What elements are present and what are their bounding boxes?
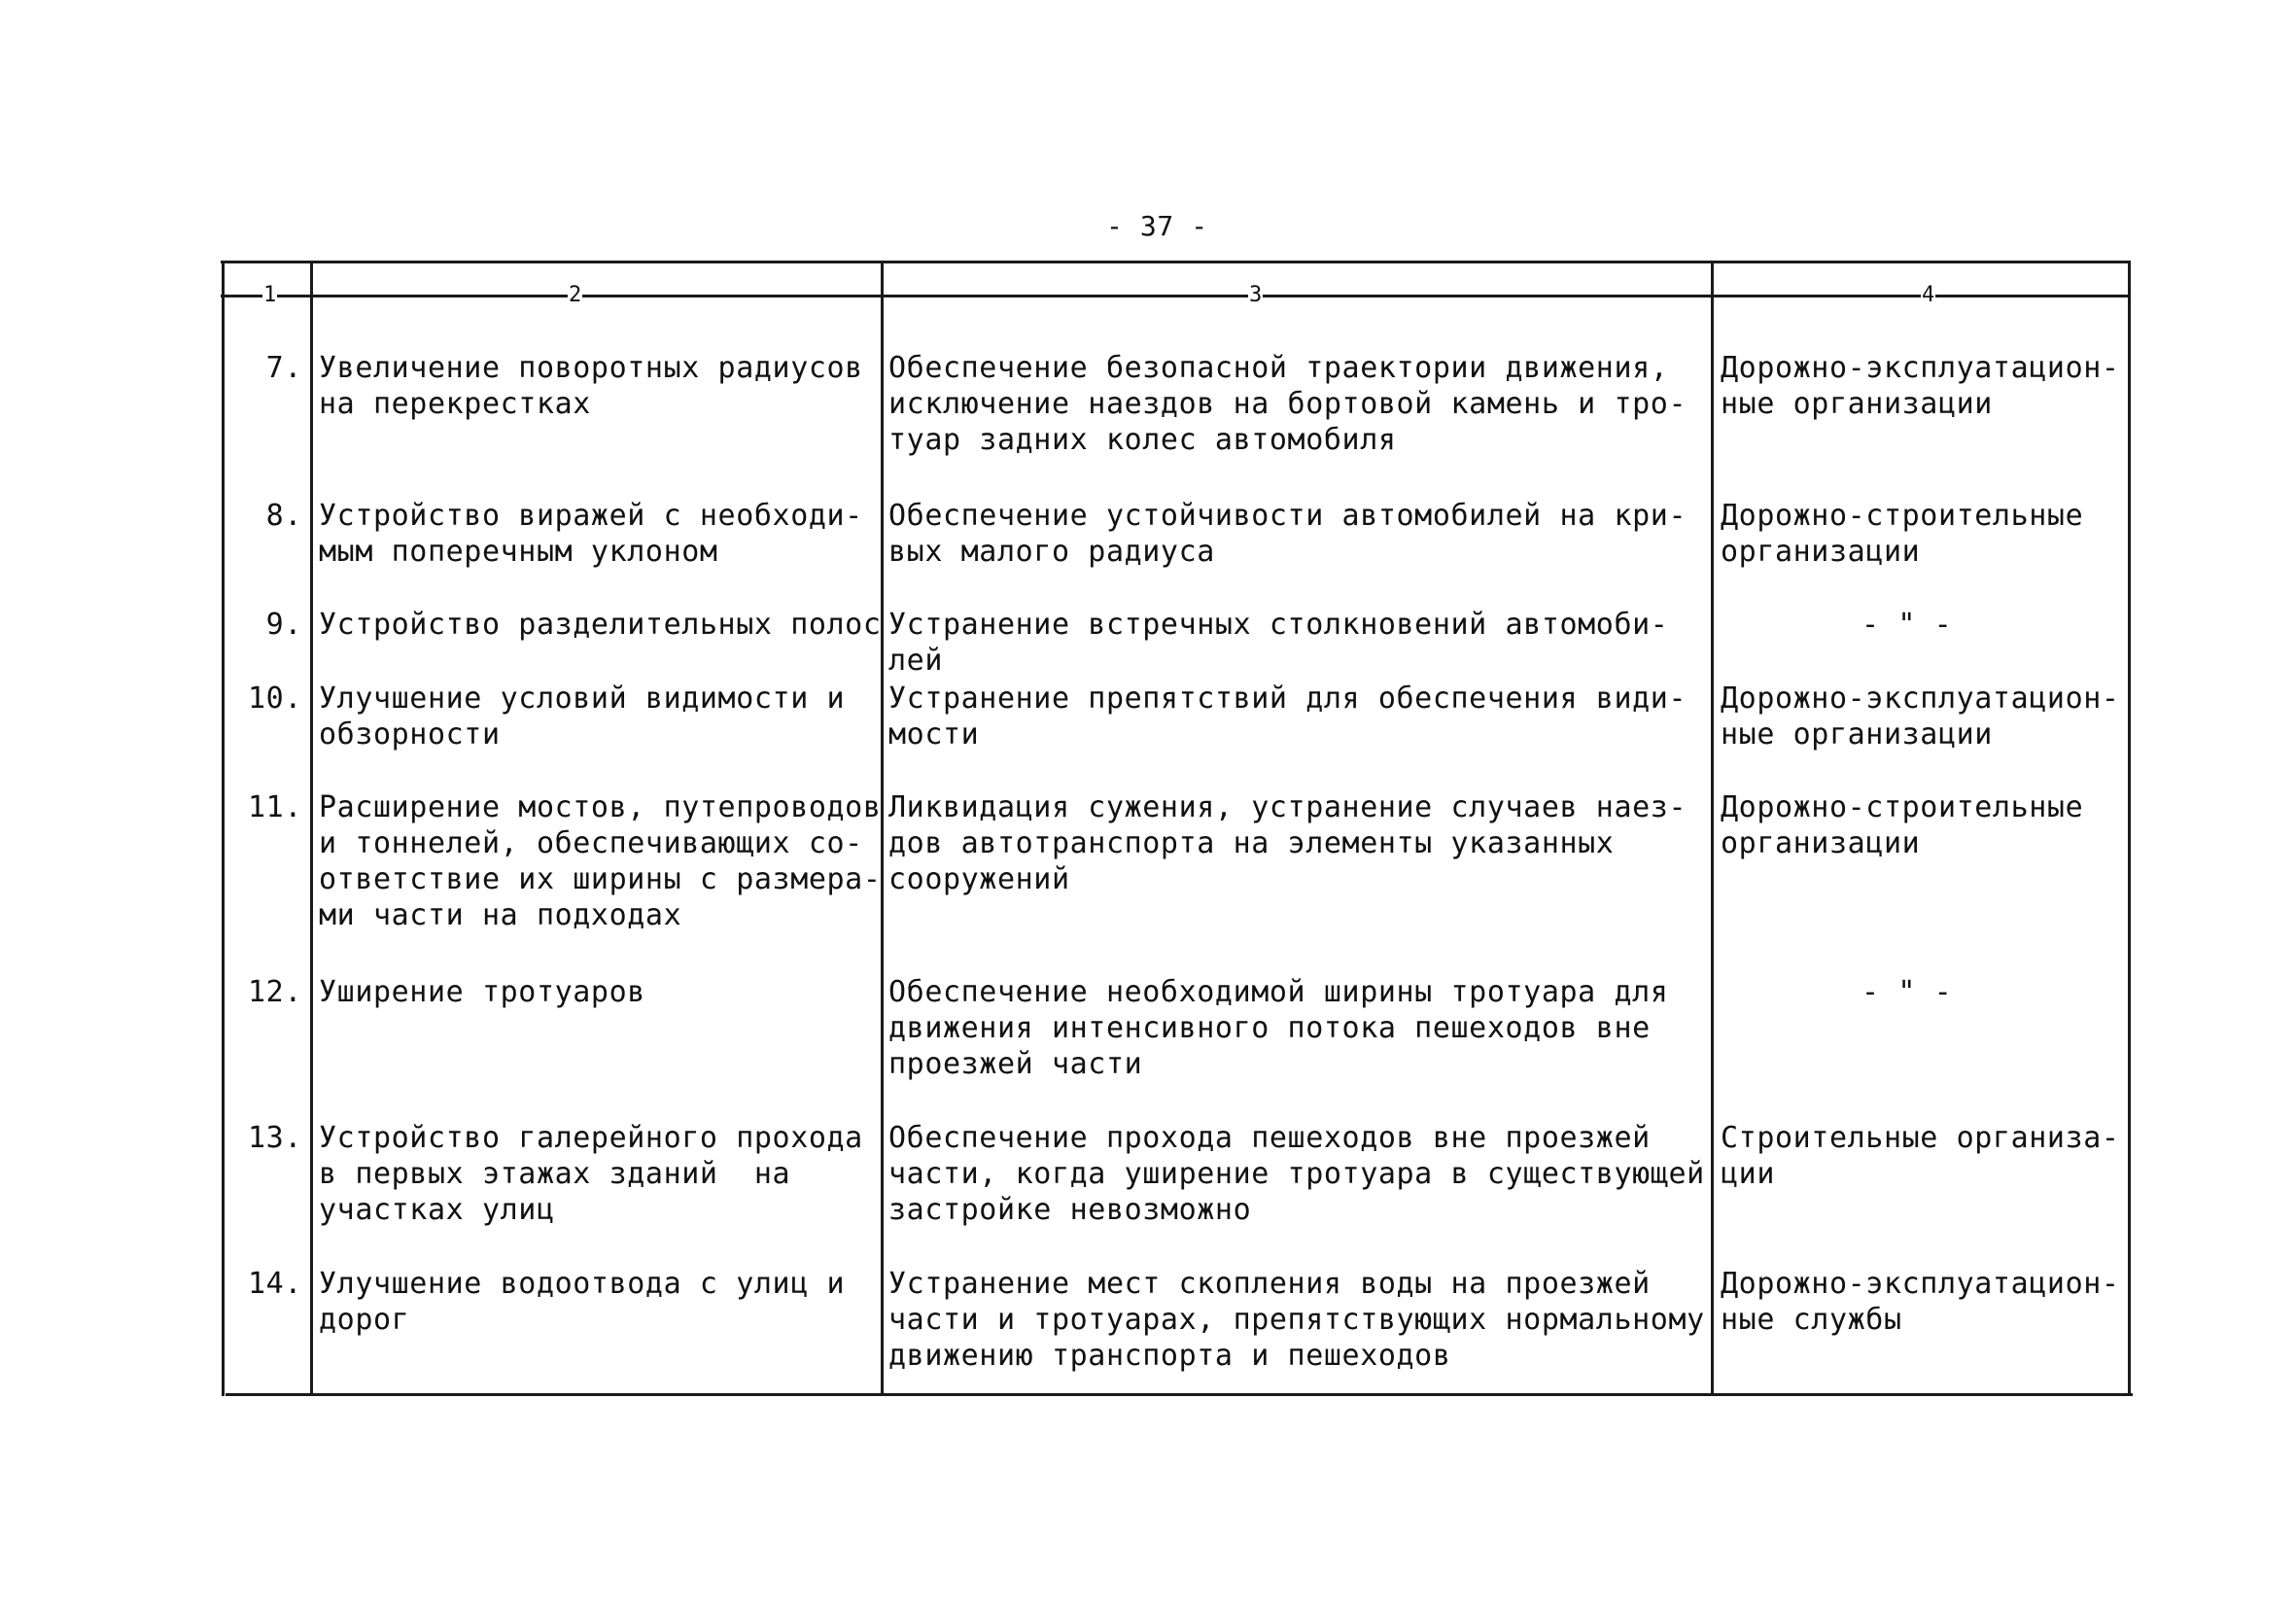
- column-separator-3: [1711, 261, 1714, 1396]
- cell-purpose-line: части, когда уширение тротуара в существующей: [888, 1157, 1705, 1191]
- cell-purpose-line: движению транспорта и пешеходов: [888, 1339, 1451, 1373]
- cell-measure-line: Уширение тротуаров: [319, 975, 645, 1009]
- cell-executor-line: Дорожно-строительные: [1721, 499, 2084, 533]
- cell-purpose-line: Обеспечение прохода пешеходов вне проезжей: [888, 1121, 1651, 1155]
- cell-num: 9.: [265, 608, 302, 642]
- cell-purpose-line: Устранение встречных столкновений автомоби-: [888, 608, 1669, 642]
- column-separator-2: [881, 261, 884, 1396]
- cell-executor-line: ные организации: [1721, 717, 1993, 752]
- cell-executor-line: организации: [1721, 535, 1921, 569]
- cell-purpose-line: части и тротуарах, препятствующих нормальному: [888, 1303, 1705, 1337]
- table-left-border: [222, 261, 225, 1396]
- cell-executor-line: - " -: [1861, 975, 1953, 1009]
- table-top-border: [221, 261, 2131, 263]
- cell-purpose-line: движения интенсивного потока пешеходов вне: [888, 1011, 1651, 1045]
- cell-executor-line: Дорожно-строительные: [1721, 790, 2084, 824]
- cell-purpose-line: мости: [888, 717, 980, 752]
- cell-purpose-line: исключение наездов на бортовой камень и тро-: [888, 387, 1687, 421]
- cell-num: 12.: [248, 975, 302, 1009]
- column-number-3: 3: [1249, 283, 1263, 307]
- table-right-border: [2128, 261, 2131, 1396]
- page-number: - 37 -: [1106, 210, 1208, 242]
- table-header-rule: [221, 295, 2131, 297]
- cell-measure-line: Увеличение поворотных радиусов: [319, 351, 863, 385]
- cell-measure-line: и тоннелей, обеспечивающих со-: [319, 826, 863, 860]
- cell-purpose-line: сооружений: [888, 862, 1070, 896]
- cell-executor-line: Строительные организа-: [1721, 1121, 2120, 1155]
- cell-purpose-line: Обеспечение необходимой ширины тротуара для: [888, 975, 1669, 1009]
- column-number-4: 4: [1922, 283, 1935, 307]
- cell-measure-line: участках улиц: [319, 1193, 555, 1227]
- cell-measure-line: мым поперечным уклоном: [319, 535, 718, 569]
- cell-purpose-line: лей: [888, 644, 943, 678]
- cell-num: 14.: [248, 1267, 302, 1301]
- cell-purpose-line: Обеспечение безопасной траектории движения,: [888, 351, 1669, 385]
- cell-measure-line: дорог: [319, 1303, 410, 1337]
- column-separator-1: [310, 261, 313, 1396]
- cell-purpose-line: вых малого радиуса: [888, 535, 1215, 569]
- cell-measure-line: Улучшение водоотвода с улиц и: [319, 1267, 846, 1301]
- cell-executor-line: ции: [1721, 1157, 1775, 1191]
- cell-purpose-line: Устранение препятствий для обеспечения види-: [888, 682, 1687, 716]
- cell-num: 13.: [248, 1121, 302, 1155]
- cell-purpose-line: Ликвидация сужения, устранение случаев наез-: [888, 790, 1687, 824]
- cell-purpose-line: застройке невозможно: [888, 1193, 1252, 1227]
- cell-measure-line: на перекрестках: [319, 387, 591, 421]
- cell-purpose-line: проезжей части: [888, 1047, 1143, 1081]
- column-number-1: 1: [263, 283, 277, 307]
- cell-executor-line: ные службы: [1721, 1303, 1902, 1337]
- cell-measure-line: в первых этажах зданий на: [319, 1157, 791, 1191]
- cell-purpose-line: Устранение мест скопления воды на проезжей: [888, 1267, 1651, 1301]
- cell-measure-line: ответствие их ширины с размера-: [319, 862, 882, 896]
- cell-measure-line: ми части на подходах: [319, 898, 682, 932]
- table-bottom-border: [226, 1393, 2133, 1396]
- cell-executor-line: Дорожно-эксплуатацион-: [1721, 682, 2120, 716]
- cell-num: 11.: [248, 790, 302, 824]
- cell-measure-line: обзорности: [319, 717, 501, 752]
- cell-measure-line: Улучшение условий видимости и: [319, 682, 846, 716]
- cell-measure-line: Устройство галерейного прохода: [319, 1121, 863, 1155]
- cell-num: 8.: [265, 499, 302, 533]
- cell-num: 7.: [265, 351, 302, 385]
- cell-num: 10.: [248, 682, 302, 716]
- cell-measure-line: Расширение мостов, путепроводов: [319, 790, 882, 824]
- cell-executor-line: Дорожно-эксплуатацион-: [1721, 351, 2120, 385]
- cell-measure-line: Устройство виражей с необходи-: [319, 499, 863, 533]
- cell-executor-line: ные организации: [1721, 387, 1993, 421]
- cell-executor-line: организации: [1721, 826, 1921, 860]
- cell-purpose-line: дов автотранспорта на элементы указанных: [888, 826, 1615, 860]
- cell-purpose-line: туар задних колес автомобиля: [888, 423, 1397, 457]
- cell-executor-line: - " -: [1861, 608, 1953, 642]
- cell-executor-line: Дорожно-эксплуатацион-: [1721, 1267, 2120, 1301]
- cell-measure-line: Устройство разделительных полос: [319, 608, 882, 642]
- column-number-2: 2: [569, 283, 582, 307]
- cell-purpose-line: Обеспечение устойчивости автомобилей на кри-: [888, 499, 1687, 533]
